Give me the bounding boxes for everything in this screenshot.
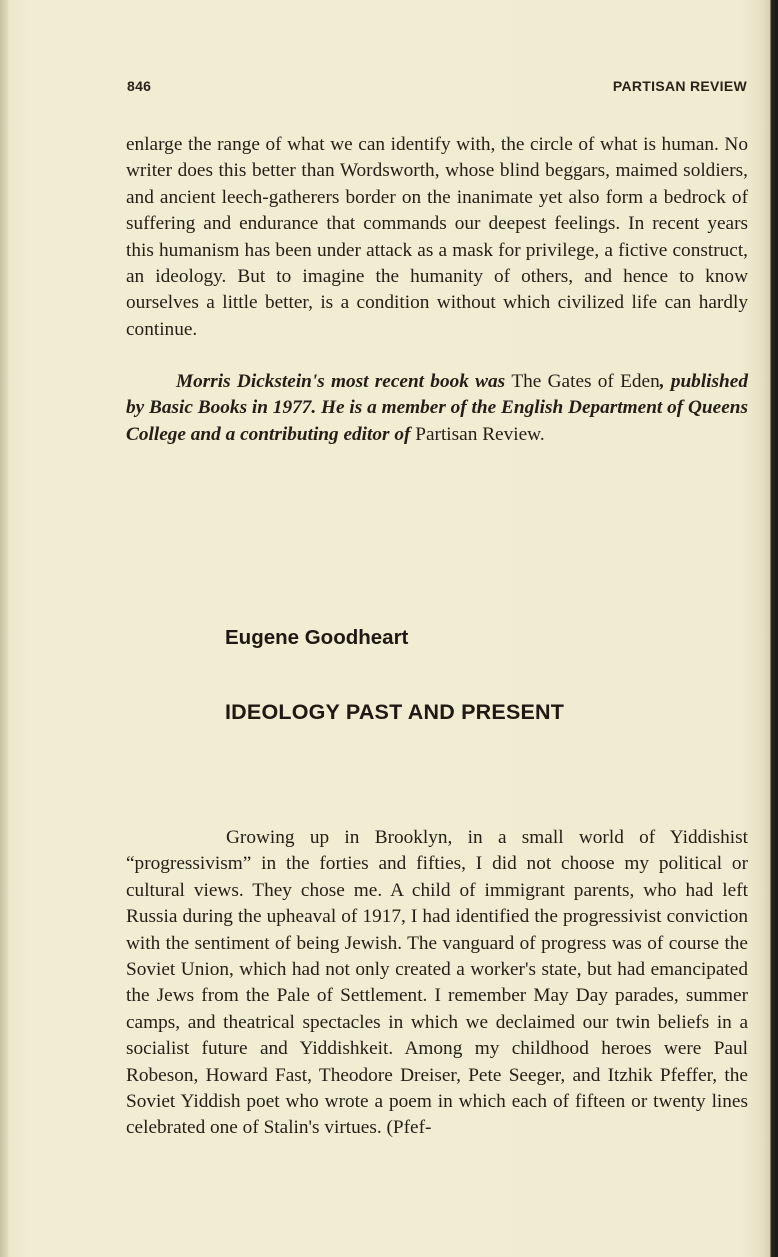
bio-book-title: The Gates of Eden xyxy=(511,371,660,392)
bio-journal-title: Partisan Review xyxy=(415,423,540,445)
article-author: Eugene Goodheart xyxy=(225,626,409,649)
article-opening-paragraph xyxy=(126,825,748,1142)
bio-end: . xyxy=(539,423,545,445)
continuation-paragraph xyxy=(126,132,748,343)
article-title: IDEOLOGY PAST AND PRESENT xyxy=(225,700,565,724)
bio-text-2: , published by Basic Books in 1977. He is a member of the English Department of Queens College and a contributing editor of xyxy=(126,371,748,445)
running-header xyxy=(127,78,747,100)
paragraph-text: Growing up in Brooklyn, in a small world of Yiddishist “progressivism” in the forties and fifties, I did not choose my political or cultural views. They chose me. A child of immigrant parents, who had left Russia during the upheaval of 1917, I had identified the progressivist conviction with the sentiment of being Jewish. The vanguard of progress was of course the Soviet Union, which had not only created a worker's state, but had emancipated the Jews from the Pale of Settlement. I remember May Day parades, summer camps, and theatrical spectacles in which we declaimed our twin beliefs in a socialist future and Yiddishkeit. Among my childhood heroes were Paul Robeson, Howard Fast, Theodore Dreiser, Pete Seeger, and Itzhik Pfeffer, the Soviet Yiddish poet who wrote a poem in which each of fifteen or twenty lines celebrated one of Stalin's virtues. (Pfef- xyxy=(126,827,748,1139)
running-title: PARTISAN REVIEW xyxy=(612,78,747,94)
page-number: 846 xyxy=(127,78,152,94)
bio-text-1: Morris Dickstein's most recent book was xyxy=(176,371,512,392)
paragraph-text: enlarge the range of what we can identify with, the circle of what is human. No writer does this better than Wordsworth, whose blind beggars, maimed soldiers, and ancient leech-gatherers border on the inanimate yet also form a bedrock of suffering and endurance that commands our deepest feelings. In recent years this humanism has been under attack as a mask for privilege, a fictive construct, an ideology. But to imagine the humanity of others, and hence to know ourselves a little better, is a condition without which civilized life can hardly continue. xyxy=(126,134,748,340)
contributor-note xyxy=(126,369,748,448)
page-spine-shadow xyxy=(0,0,8,1257)
